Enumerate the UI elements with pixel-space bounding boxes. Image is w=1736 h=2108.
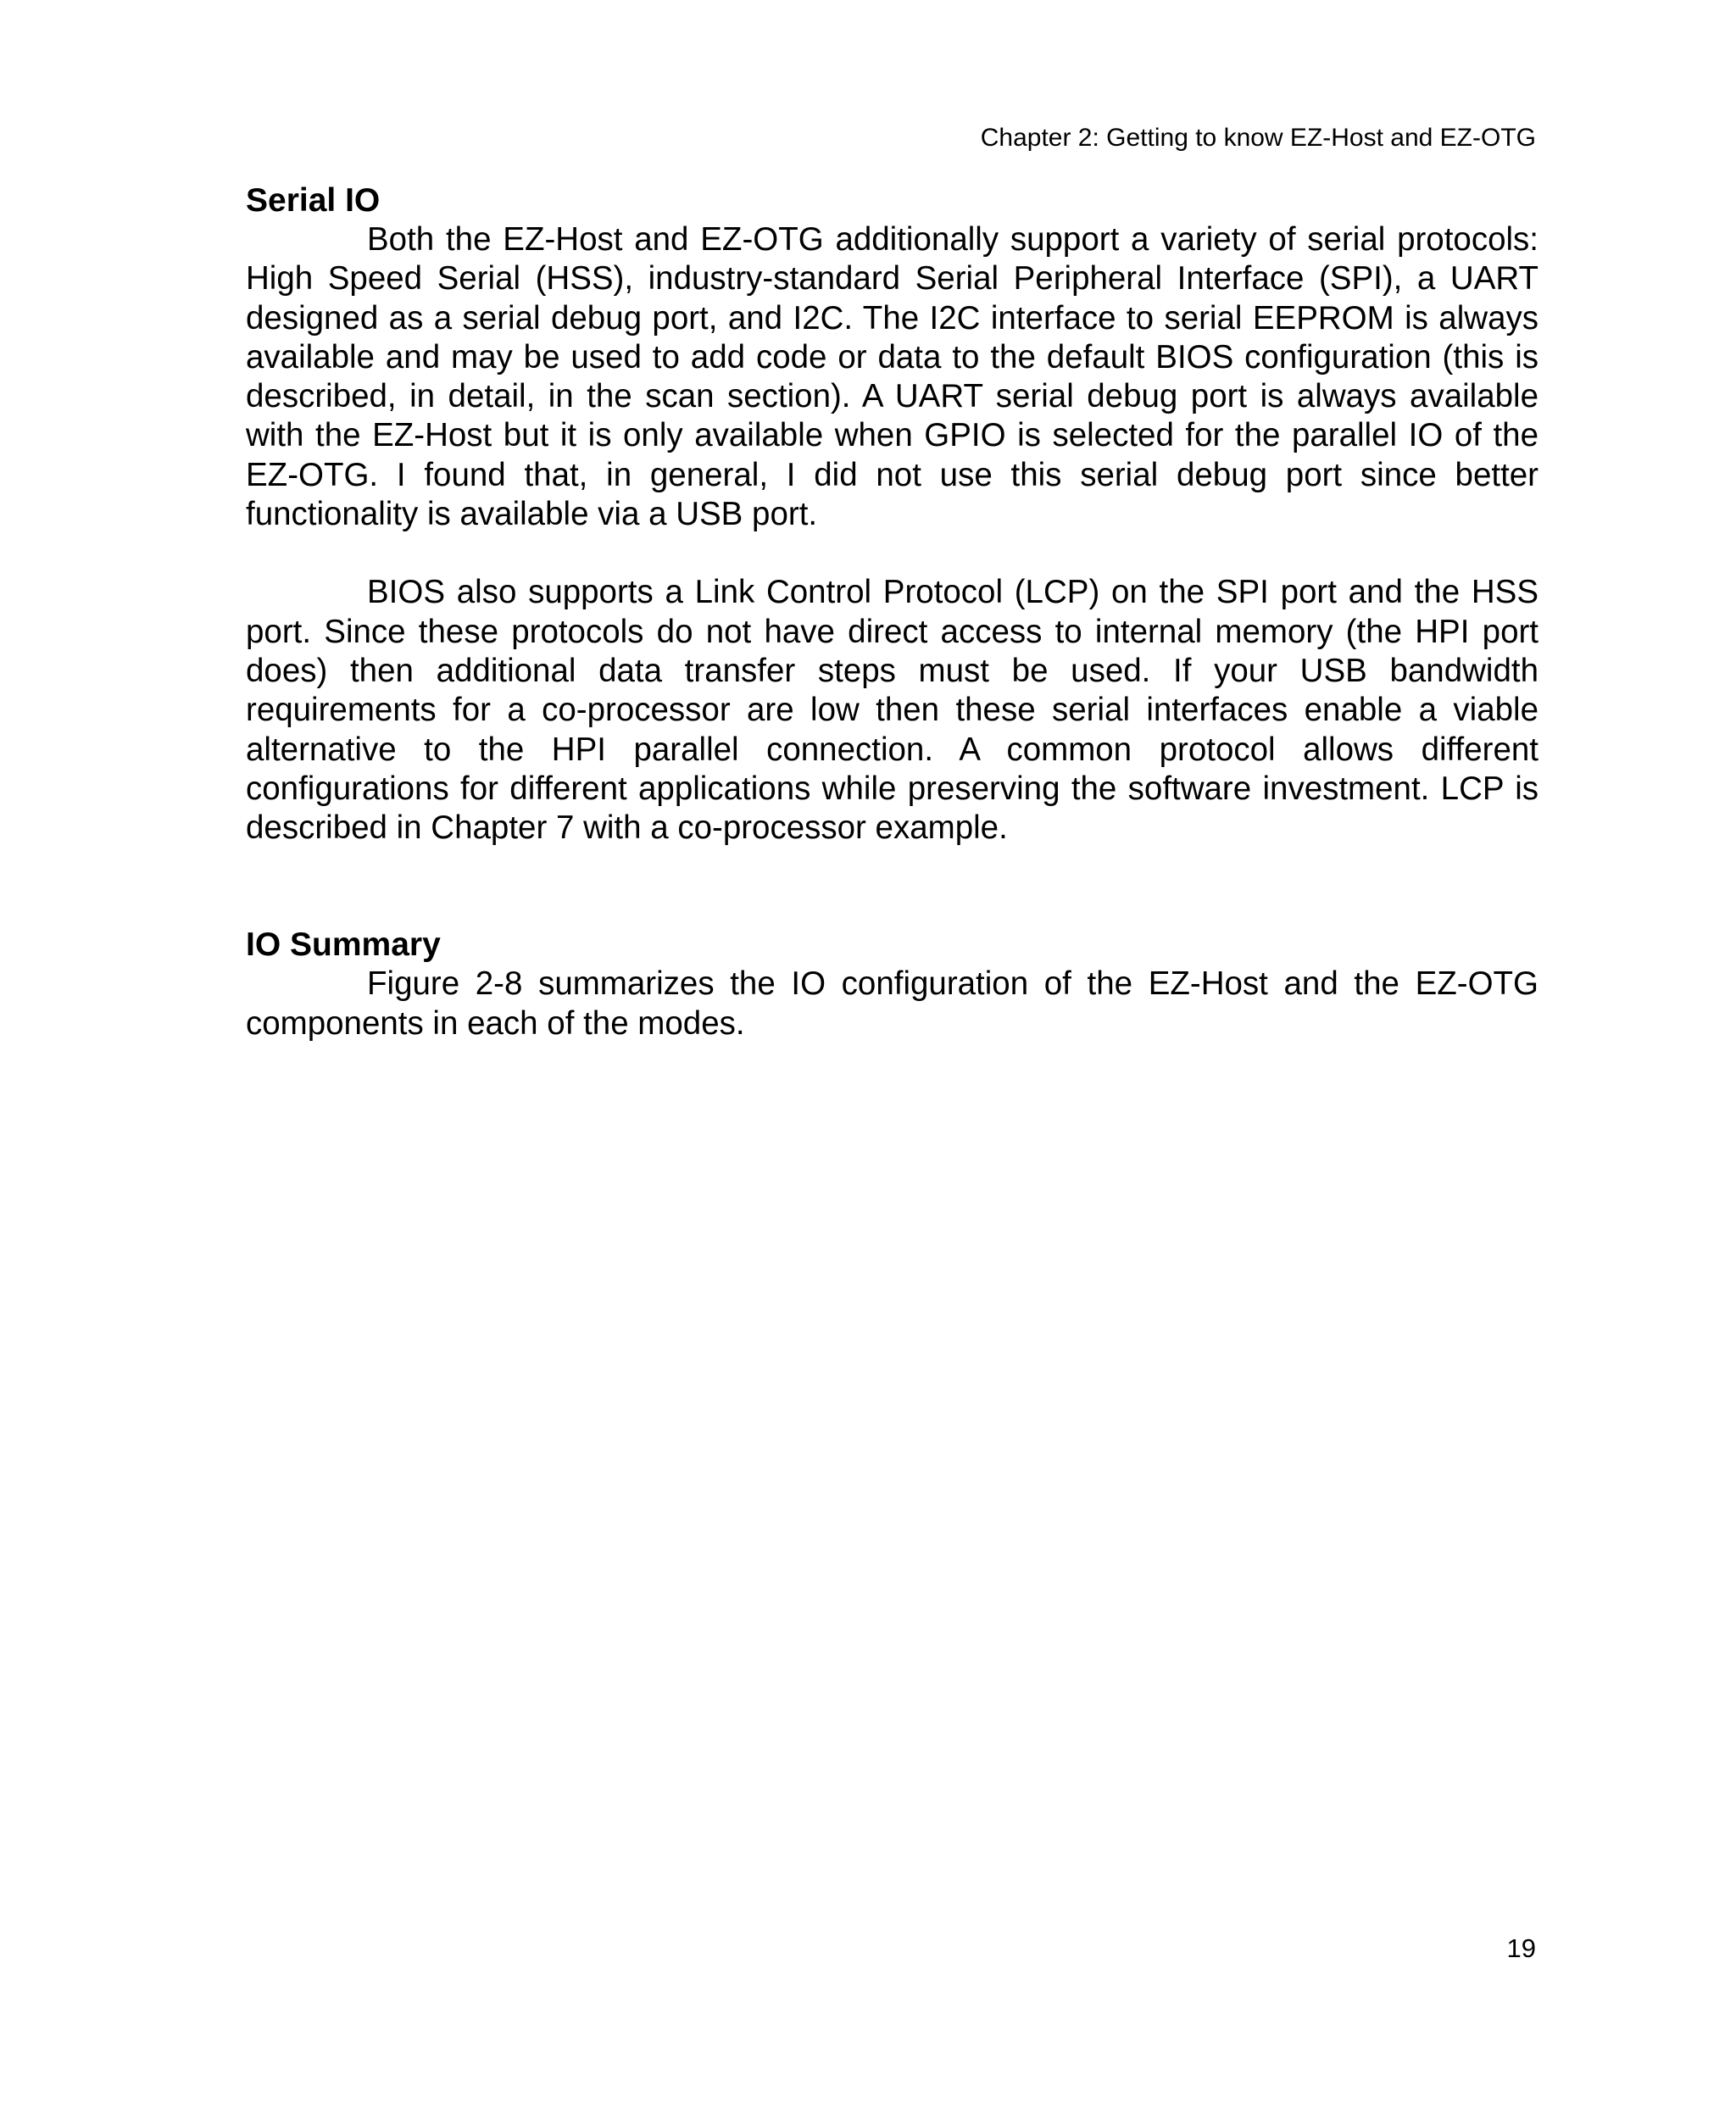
paragraph: Figure 2-8 summarizes the IO configuration of the EZ-Host and the EZ-OTG components in each of the modes. (246, 965, 1538, 1042)
paragraph: Both the EZ-Host and EZ-OTG additionally support a variety of serial protocols: High Speed Serial (HSS), industry-standard Serial Peripheral Interface (SPI), a UART designed as a serial debug port, and I2C. The I2C interface to serial EEPROM is always available and may be used to add code or data to the default BIOS configuration (this is described, in detail, in the scan section). A UART serial debug port is always available with the EZ-Host but it is only available when GPIO is selected for the parallel IO of the EZ-OTG. I found that, in general, I did not use this serial debug port since better functionality is available via a USB port. (246, 221, 1538, 533)
section-io-summary (246, 926, 1538, 1043)
running-header: Chapter 2: Getting to know EZ-Host and EZ-OTG (980, 124, 1536, 152)
section-heading: IO Summary (246, 926, 441, 964)
page-number: 19 (1506, 1933, 1536, 1963)
paragraph: BIOS also supports a Link Control Protocol (LCP) on the SPI port and the HSS port. Since these protocols do not have direct access to internal memory (the HPI port does) then additional data transfer steps must be used. If your USB bandwidth requirements for a co-processor are low then these serial interfaces enable a viable alternative to the HPI parallel connection. A common protocol allows different configurations for different applications while preserving the software investment. LCP is described in Chapter 7 with a co-processor example. (246, 574, 1538, 847)
section-serial-io (246, 181, 1538, 848)
section-heading: Serial IO (246, 182, 381, 219)
page-body (246, 181, 1538, 1043)
